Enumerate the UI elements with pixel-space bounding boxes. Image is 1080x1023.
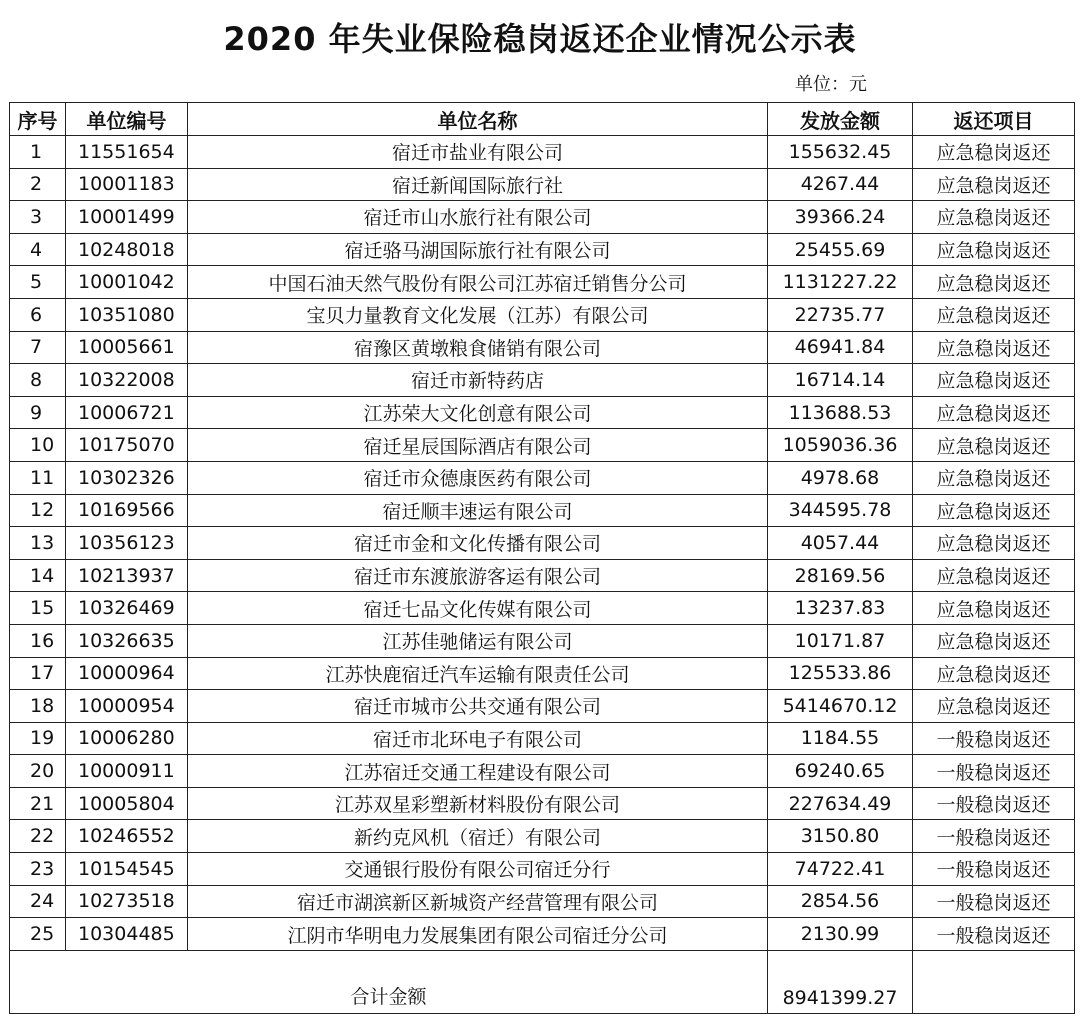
cell-amount: 2130.99 (768, 918, 913, 951)
cell-name: 宿迁市山水旅行社有限公司 (188, 201, 768, 234)
cell-seq: 3 (10, 201, 66, 234)
cell-code: 10351080 (66, 298, 188, 331)
cell-item: 应急稳岗返还 (913, 168, 1075, 201)
cell-amount: 1184.55 (768, 722, 913, 755)
cell-item: 应急稳岗返还 (913, 527, 1075, 560)
cell-code: 10326469 (66, 592, 188, 625)
cell-seq: 17 (10, 657, 66, 690)
header-code: 单位编号 (66, 103, 188, 136)
cell-code: 10006280 (66, 722, 188, 755)
cell-code: 10000911 (66, 755, 188, 788)
cell-name: 宿迁市湖滨新区新城资产经营管理有限公司 (188, 885, 768, 918)
cell-name: 宿迁骆马湖国际旅行社有限公司 (188, 233, 768, 266)
cell-name: 宿迁新闻国际旅行社 (188, 168, 768, 201)
cell-seq: 13 (10, 527, 66, 560)
cell-name: 江苏宿迁交通工程建设有限公司 (188, 755, 768, 788)
cell-code: 10000954 (66, 690, 188, 723)
cell-seq: 11 (10, 461, 66, 494)
cell-code: 10273518 (66, 885, 188, 918)
table-row (10, 396, 1075, 429)
cell-name: 宿迁市盐业有限公司 (188, 136, 768, 169)
cell-seq: 15 (10, 592, 66, 625)
cell-name: 宿迁市新特药店 (188, 364, 768, 397)
cell-amount: 74722.41 (768, 853, 913, 886)
table-row (10, 722, 1075, 755)
cell-seq: 21 (10, 787, 66, 820)
cell-seq: 12 (10, 494, 66, 527)
cell-item: 应急稳岗返还 (913, 657, 1075, 690)
data-table (9, 102, 1075, 1014)
cell-code: 10005661 (66, 331, 188, 364)
cell-amount: 125533.86 (768, 657, 913, 690)
table-row (10, 559, 1075, 592)
cell-name: 宿迁市东渡旅游客运有限公司 (188, 559, 768, 592)
cell-code: 10248018 (66, 233, 188, 266)
cell-seq: 16 (10, 624, 66, 657)
table-row (10, 168, 1075, 201)
table-row (10, 364, 1075, 397)
table-row (10, 755, 1075, 788)
cell-code: 10326635 (66, 624, 188, 657)
cell-seq: 4 (10, 233, 66, 266)
cell-code: 11551654 (66, 136, 188, 169)
cell-amount: 16714.14 (768, 364, 913, 397)
header-seq: 序号 (10, 103, 66, 136)
cell-item: 应急稳岗返还 (913, 429, 1075, 462)
cell-code: 10001183 (66, 168, 188, 201)
cell-amount: 113688.53 (768, 396, 913, 429)
table-row (10, 201, 1075, 234)
cell-item: 应急稳岗返还 (913, 494, 1075, 527)
cell-item: 一般稳岗返还 (913, 885, 1075, 918)
cell-amount: 344595.78 (768, 494, 913, 527)
cell-seq: 23 (10, 853, 66, 886)
cell-item: 应急稳岗返还 (913, 136, 1075, 169)
table-row (10, 787, 1075, 820)
cell-seq: 20 (10, 755, 66, 788)
cell-code: 10005804 (66, 787, 188, 820)
total-label: 合计金额 (10, 950, 768, 1013)
cell-item: 应急稳岗返还 (913, 559, 1075, 592)
cell-amount: 39366.24 (768, 201, 913, 234)
cell-code: 10175070 (66, 429, 188, 462)
cell-amount: 4057.44 (768, 527, 913, 560)
cell-item: 应急稳岗返还 (913, 298, 1075, 331)
cell-name: 江阴市华明电力发展集团有限公司宿迁分公司 (188, 918, 768, 951)
cell-name: 宿豫区黄墩粮食储销有限公司 (188, 331, 768, 364)
page-title: 2020 年失业保险稳岗返还企业情况公示表 (223, 20, 857, 58)
cell-seq: 22 (10, 820, 66, 853)
cell-amount: 1131227.22 (768, 266, 913, 299)
table-row (10, 592, 1075, 625)
table-row (10, 298, 1075, 331)
cell-code: 10154545 (66, 853, 188, 886)
cell-seq: 19 (10, 722, 66, 755)
table-row (10, 885, 1075, 918)
cell-name: 宿迁市城市公共交通有限公司 (188, 690, 768, 723)
cell-name: 宿迁七品文化传媒有限公司 (188, 592, 768, 625)
cell-code: 10246552 (66, 820, 188, 853)
table-row (10, 266, 1075, 299)
cell-seq: 6 (10, 298, 66, 331)
cell-item: 应急稳岗返还 (913, 364, 1075, 397)
cell-name: 江苏双星彩塑新材料股份有限公司 (188, 787, 768, 820)
cell-amount: 69240.65 (768, 755, 913, 788)
cell-name: 宿迁顺丰速运有限公司 (188, 494, 768, 527)
table-row (10, 690, 1075, 723)
cell-code: 10169566 (66, 494, 188, 527)
cell-name: 江苏佳驰储运有限公司 (188, 624, 768, 657)
cell-item: 一般稳岗返还 (913, 787, 1075, 820)
cell-name: 江苏快鹿宿迁汽车运输有限责任公司 (188, 657, 768, 690)
cell-seq: 5 (10, 266, 66, 299)
cell-amount: 1059036.36 (768, 429, 913, 462)
cell-amount: 227634.49 (768, 787, 913, 820)
cell-amount: 3150.80 (768, 820, 913, 853)
cell-code: 10000964 (66, 657, 188, 690)
cell-seq: 14 (10, 559, 66, 592)
table-row (10, 331, 1075, 364)
cell-code: 10006721 (66, 396, 188, 429)
cell-item: 应急稳岗返还 (913, 624, 1075, 657)
cell-seq: 18 (10, 690, 66, 723)
total-amount: 8941399.27 (768, 950, 913, 1013)
cell-name: 中国石油天然气股份有限公司江苏宿迁销售分公司 (188, 266, 768, 299)
table-row (10, 624, 1075, 657)
cell-item: 应急稳岗返还 (913, 690, 1075, 723)
total-empty-cell (913, 950, 1075, 1013)
cell-name: 新约克风机（宿迁）有限公司 (188, 820, 768, 853)
cell-code: 10001042 (66, 266, 188, 299)
unit-label: 单位：元 (795, 74, 867, 95)
cell-amount: 5414670.12 (768, 690, 913, 723)
cell-item: 一般稳岗返还 (913, 853, 1075, 886)
cell-amount: 2854.56 (768, 885, 913, 918)
cell-code: 10322008 (66, 364, 188, 397)
header-name: 单位名称 (188, 103, 768, 136)
cell-code: 10001499 (66, 201, 188, 234)
cell-amount: 13237.83 (768, 592, 913, 625)
table-row (10, 136, 1075, 169)
header-amount: 发放金额 (768, 103, 913, 136)
table-row (10, 233, 1075, 266)
cell-seq: 2 (10, 168, 66, 201)
cell-seq: 1 (10, 136, 66, 169)
cell-amount: 22735.77 (768, 298, 913, 331)
cell-item: 应急稳岗返还 (913, 396, 1075, 429)
header-row (10, 103, 1075, 136)
cell-code: 10304485 (66, 918, 188, 951)
cell-amount: 46941.84 (768, 331, 913, 364)
cell-amount: 10171.87 (768, 624, 913, 657)
table-row (10, 820, 1075, 853)
cell-item: 一般稳岗返还 (913, 722, 1075, 755)
cell-seq: 25 (10, 918, 66, 951)
cell-seq: 24 (10, 885, 66, 918)
header-item: 返还项目 (913, 103, 1075, 136)
cell-seq: 7 (10, 331, 66, 364)
total-row (10, 950, 1075, 1013)
cell-code: 10302326 (66, 461, 188, 494)
cell-item: 一般稳岗返还 (913, 918, 1075, 951)
cell-item: 应急稳岗返还 (913, 461, 1075, 494)
cell-item: 应急稳岗返还 (913, 592, 1075, 625)
cell-name: 宿迁市北环电子有限公司 (188, 722, 768, 755)
cell-amount: 4267.44 (768, 168, 913, 201)
table-row (10, 461, 1075, 494)
table-row (10, 494, 1075, 527)
cell-amount: 4978.68 (768, 461, 913, 494)
table-row (10, 657, 1075, 690)
cell-seq: 8 (10, 364, 66, 397)
table-row (10, 918, 1075, 951)
cell-name: 宿迁星辰国际酒店有限公司 (188, 429, 768, 462)
table-row (10, 527, 1075, 560)
cell-name: 宿迁市金和文化传播有限公司 (188, 527, 768, 560)
cell-item: 应急稳岗返还 (913, 331, 1075, 364)
cell-code: 10213937 (66, 559, 188, 592)
cell-seq: 9 (10, 396, 66, 429)
cell-item: 一般稳岗返还 (913, 820, 1075, 853)
cell-item: 应急稳岗返还 (913, 233, 1075, 266)
table-row (10, 429, 1075, 462)
cell-seq: 10 (10, 429, 66, 462)
cell-code: 10356123 (66, 527, 188, 560)
table-row (10, 853, 1075, 886)
cell-item: 一般稳岗返还 (913, 755, 1075, 788)
cell-name: 宿迁市众德康医药有限公司 (188, 461, 768, 494)
cell-name: 江苏荣大文化创意有限公司 (188, 396, 768, 429)
cell-name: 交通银行股份有限公司宿迁分行 (188, 853, 768, 886)
cell-name: 宝贝力量教育文化发展（江苏）有限公司 (188, 298, 768, 331)
cell-amount: 25455.69 (768, 233, 913, 266)
cell-amount: 155632.45 (768, 136, 913, 169)
cell-item: 应急稳岗返还 (913, 266, 1075, 299)
cell-amount: 28169.56 (768, 559, 913, 592)
cell-item: 应急稳岗返还 (913, 201, 1075, 234)
